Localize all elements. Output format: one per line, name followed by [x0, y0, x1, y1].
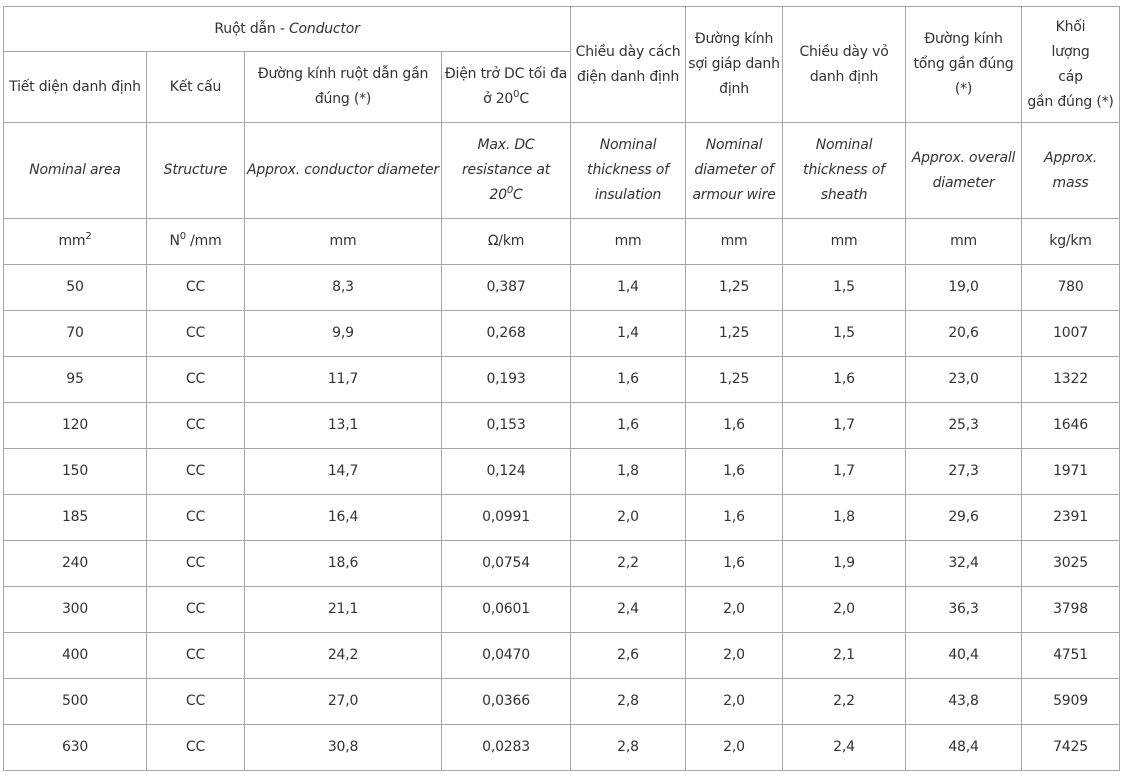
table-row	[4, 449, 1120, 495]
table-row	[4, 265, 1120, 311]
cell-area: 150	[4, 449, 147, 495]
cell-mass: 3798	[1022, 587, 1120, 633]
cell-conductor-diameter: 8,3	[245, 265, 442, 311]
header-dc-resistance-vi-text: Điện trở DC tối đa ở 20	[444, 66, 568, 107]
unit-structure	[147, 219, 245, 265]
cell-structure: CC	[147, 403, 245, 449]
cell-mass: 1971	[1022, 449, 1120, 495]
cell-armour: 1,6	[686, 541, 783, 587]
cell-structure: CC	[147, 541, 245, 587]
cell-overall-diameter: 23,0	[906, 357, 1022, 403]
cable-spec-table	[3, 6, 1120, 771]
cell-area: 300	[4, 587, 147, 633]
cell-structure: CC	[147, 679, 245, 725]
cell-overall-diameter: 40,4	[906, 633, 1022, 679]
cell-conductor-diameter: 9,9	[245, 311, 442, 357]
cell-armour: 2,0	[686, 587, 783, 633]
cell-overall-diameter: 36,3	[906, 587, 1022, 633]
cell-structure: CC	[147, 633, 245, 679]
unit-insulation: mm	[571, 219, 686, 265]
header-structure-en: Structure	[147, 123, 245, 219]
superscript: 2	[85, 231, 92, 242]
cell-armour: 1,6	[686, 449, 783, 495]
cell-insulation: 1,6	[571, 403, 686, 449]
unit-conductor-diameter: mm	[245, 219, 442, 265]
cell-insulation: 2,0	[571, 495, 686, 541]
cell-area: 120	[4, 403, 147, 449]
header-dc-resistance-en-text: Max. DC resistance at 20	[461, 137, 551, 203]
cell-area: 185	[4, 495, 147, 541]
cell-overall-diameter: 25,3	[906, 403, 1022, 449]
cell-sheath: 2,2	[783, 679, 906, 725]
header-area-en: Nominal area	[4, 123, 147, 219]
conductor-group-label-en: Conductor	[288, 20, 360, 37]
unit-structure-post: /mm	[185, 233, 222, 249]
cell-sheath: 1,7	[783, 403, 906, 449]
cell-sheath: 1,5	[783, 265, 906, 311]
cell-insulation: 2,8	[571, 679, 686, 725]
header-mass-vi-line2: gần đúng (*)	[1027, 93, 1114, 110]
cell-mass: 1646	[1022, 403, 1120, 449]
cell-dc-resistance: 0,0601	[442, 587, 571, 633]
cell-conductor-diameter: 24,2	[245, 633, 442, 679]
cell-area: 630	[4, 725, 147, 771]
table-row	[4, 725, 1120, 771]
unit-overall-diameter: mm	[906, 219, 1022, 265]
cell-dc-resistance: 0,0366	[442, 679, 571, 725]
cell-structure: CC	[147, 449, 245, 495]
cell-insulation: 2,8	[571, 725, 686, 771]
unit-area-base: mm	[58, 233, 86, 249]
unit-area	[4, 219, 147, 265]
cell-conductor-diameter: 18,6	[245, 541, 442, 587]
cell-armour: 2,0	[686, 633, 783, 679]
header-mass-en: Approx. mass	[1022, 123, 1120, 219]
cell-armour: 2,0	[686, 679, 783, 725]
cell-conductor-diameter: 11,7	[245, 357, 442, 403]
header-mass-vi	[1022, 7, 1120, 123]
header-dc-resistance-vi	[442, 52, 571, 123]
cell-mass: 1007	[1022, 311, 1120, 357]
superscript: 0	[506, 185, 514, 196]
cell-insulation: 1,8	[571, 449, 686, 495]
cell-dc-resistance: 0,0470	[442, 633, 571, 679]
cell-area: 50	[4, 265, 147, 311]
cell-mass: 4751	[1022, 633, 1120, 679]
cell-insulation: 2,6	[571, 633, 686, 679]
cell-dc-resistance: 0,268	[442, 311, 571, 357]
header-armour-vi: Đường kính sợi giáp danh định	[686, 7, 783, 123]
conductor-group-label-vi: Ruột dẫn -	[214, 20, 289, 37]
header-overall-diameter-vi: Đường kính tổng gần đúng (*)	[906, 7, 1022, 123]
header-conductor-diameter-vi	[245, 52, 442, 123]
cell-insulation: 2,2	[571, 541, 686, 587]
unit-armour: mm	[686, 219, 783, 265]
cell-armour: 1,25	[686, 357, 783, 403]
cell-mass: 5909	[1022, 679, 1120, 725]
cell-overall-diameter: 48,4	[906, 725, 1022, 771]
cell-sheath: 2,0	[783, 587, 906, 633]
cell-area: 500	[4, 679, 147, 725]
header-dc-resistance-en	[442, 123, 571, 219]
cell-dc-resistance: 0,124	[442, 449, 571, 495]
header-conductor-diameter-en: Approx. conductor diameter	[245, 123, 442, 219]
cell-area: 70	[4, 311, 147, 357]
table-row	[4, 357, 1120, 403]
cell-area: 95	[4, 357, 147, 403]
cell-structure: CC	[147, 311, 245, 357]
table-row	[4, 633, 1120, 679]
header-dc-resistance-vi-unit: C	[519, 91, 529, 107]
header-sheath-vi-text: Chiều dày vỏ danh định	[799, 43, 889, 85]
cell-mass: 2391	[1022, 495, 1120, 541]
cell-mass: 3025	[1022, 541, 1120, 587]
table-row	[4, 495, 1120, 541]
table-row	[4, 311, 1120, 357]
cell-dc-resistance: 0,0991	[442, 495, 571, 541]
cell-structure: CC	[147, 357, 245, 403]
cell-conductor-diameter: 13,1	[245, 403, 442, 449]
cell-mass: 780	[1022, 265, 1120, 311]
cell-dc-resistance: 0,0754	[442, 541, 571, 587]
unit-mass: kg/km	[1022, 219, 1120, 265]
cell-conductor-diameter: 27,0	[245, 679, 442, 725]
table-row	[4, 587, 1120, 633]
cell-sheath: 1,6	[783, 357, 906, 403]
cell-dc-resistance: 0,193	[442, 357, 571, 403]
cell-armour: 1,6	[686, 403, 783, 449]
cell-overall-diameter: 29,6	[906, 495, 1022, 541]
header-conductor-diameter-vi-text: Đường kính ruột dẫn gần đúng (*)	[257, 66, 429, 107]
header-area-vi: Tiết diện danh định	[4, 52, 147, 123]
header-insulation-en	[571, 123, 686, 219]
cell-mass: 7425	[1022, 725, 1120, 771]
table-row	[4, 403, 1120, 449]
superscript: 0	[179, 231, 186, 242]
cell-conductor-diameter: 30,8	[245, 725, 442, 771]
table-row	[4, 679, 1120, 725]
cell-overall-diameter: 32,4	[906, 541, 1022, 587]
cell-structure: CC	[147, 725, 245, 771]
header-structure-vi: Kết cấu	[147, 52, 245, 123]
header-armour-en	[686, 123, 783, 219]
cell-armour: 1,6	[686, 495, 783, 541]
cell-overall-diameter: 43,8	[906, 679, 1022, 725]
cell-overall-diameter: 19,0	[906, 265, 1022, 311]
header-dc-resistance-en-unit: C	[513, 187, 523, 203]
cell-area: 240	[4, 541, 147, 587]
cell-dc-resistance: 0,387	[442, 265, 571, 311]
header-armour-en-text: Nominal diameter of armour wire	[692, 137, 776, 203]
cell-armour: 1,25	[686, 265, 783, 311]
cell-sheath: 2,4	[783, 725, 906, 771]
cell-armour: 2,0	[686, 725, 783, 771]
cell-structure: CC	[147, 265, 245, 311]
conductor-group-header	[4, 7, 571, 52]
cell-armour: 1,25	[686, 311, 783, 357]
cell-structure: CC	[147, 495, 245, 541]
superscript: 0	[513, 89, 520, 100]
cell-dc-resistance: 0,153	[442, 403, 571, 449]
cell-mass: 1322	[1022, 357, 1120, 403]
cell-area: 400	[4, 633, 147, 679]
header-insulation-en-text: Nominal thickness of insulation	[587, 137, 669, 203]
header-overall-diameter-en-text: Approx. overall diameter	[911, 149, 1016, 191]
cell-sheath: 1,7	[783, 449, 906, 495]
header-group-row	[4, 7, 1120, 52]
unit-sheath: mm	[783, 219, 906, 265]
unit-structure-base: N	[169, 233, 180, 249]
cell-overall-diameter: 20,6	[906, 311, 1022, 357]
header-insulation-vi: Chiều dày cách điện danh định	[571, 7, 686, 123]
cell-insulation: 2,4	[571, 587, 686, 633]
header-overall-diameter-en	[906, 123, 1022, 219]
header-sheath-en	[783, 123, 906, 219]
cell-sheath: 1,5	[783, 311, 906, 357]
cell-sheath: 2,1	[783, 633, 906, 679]
unit-dc-resistance: Ω/km	[442, 219, 571, 265]
header-sheath-en-text: Nominal thickness of sheath	[803, 137, 885, 203]
header-mass-vi-line1: Khối lượng cáp	[1051, 18, 1090, 85]
cell-structure: CC	[147, 587, 245, 633]
table-row	[4, 541, 1120, 587]
cell-sheath: 1,8	[783, 495, 906, 541]
cell-insulation: 1,4	[571, 311, 686, 357]
cell-conductor-diameter: 21,1	[245, 587, 442, 633]
cell-dc-resistance: 0,0283	[442, 725, 571, 771]
cell-conductor-diameter: 14,7	[245, 449, 442, 495]
cell-insulation: 1,4	[571, 265, 686, 311]
header-sheath-vi	[783, 7, 906, 123]
cell-overall-diameter: 27,3	[906, 449, 1022, 495]
cell-sheath: 1,9	[783, 541, 906, 587]
cell-insulation: 1,6	[571, 357, 686, 403]
units-row	[4, 219, 1120, 265]
cell-conductor-diameter: 16,4	[245, 495, 442, 541]
header-en-row	[4, 123, 1120, 219]
table-body	[4, 265, 1120, 771]
